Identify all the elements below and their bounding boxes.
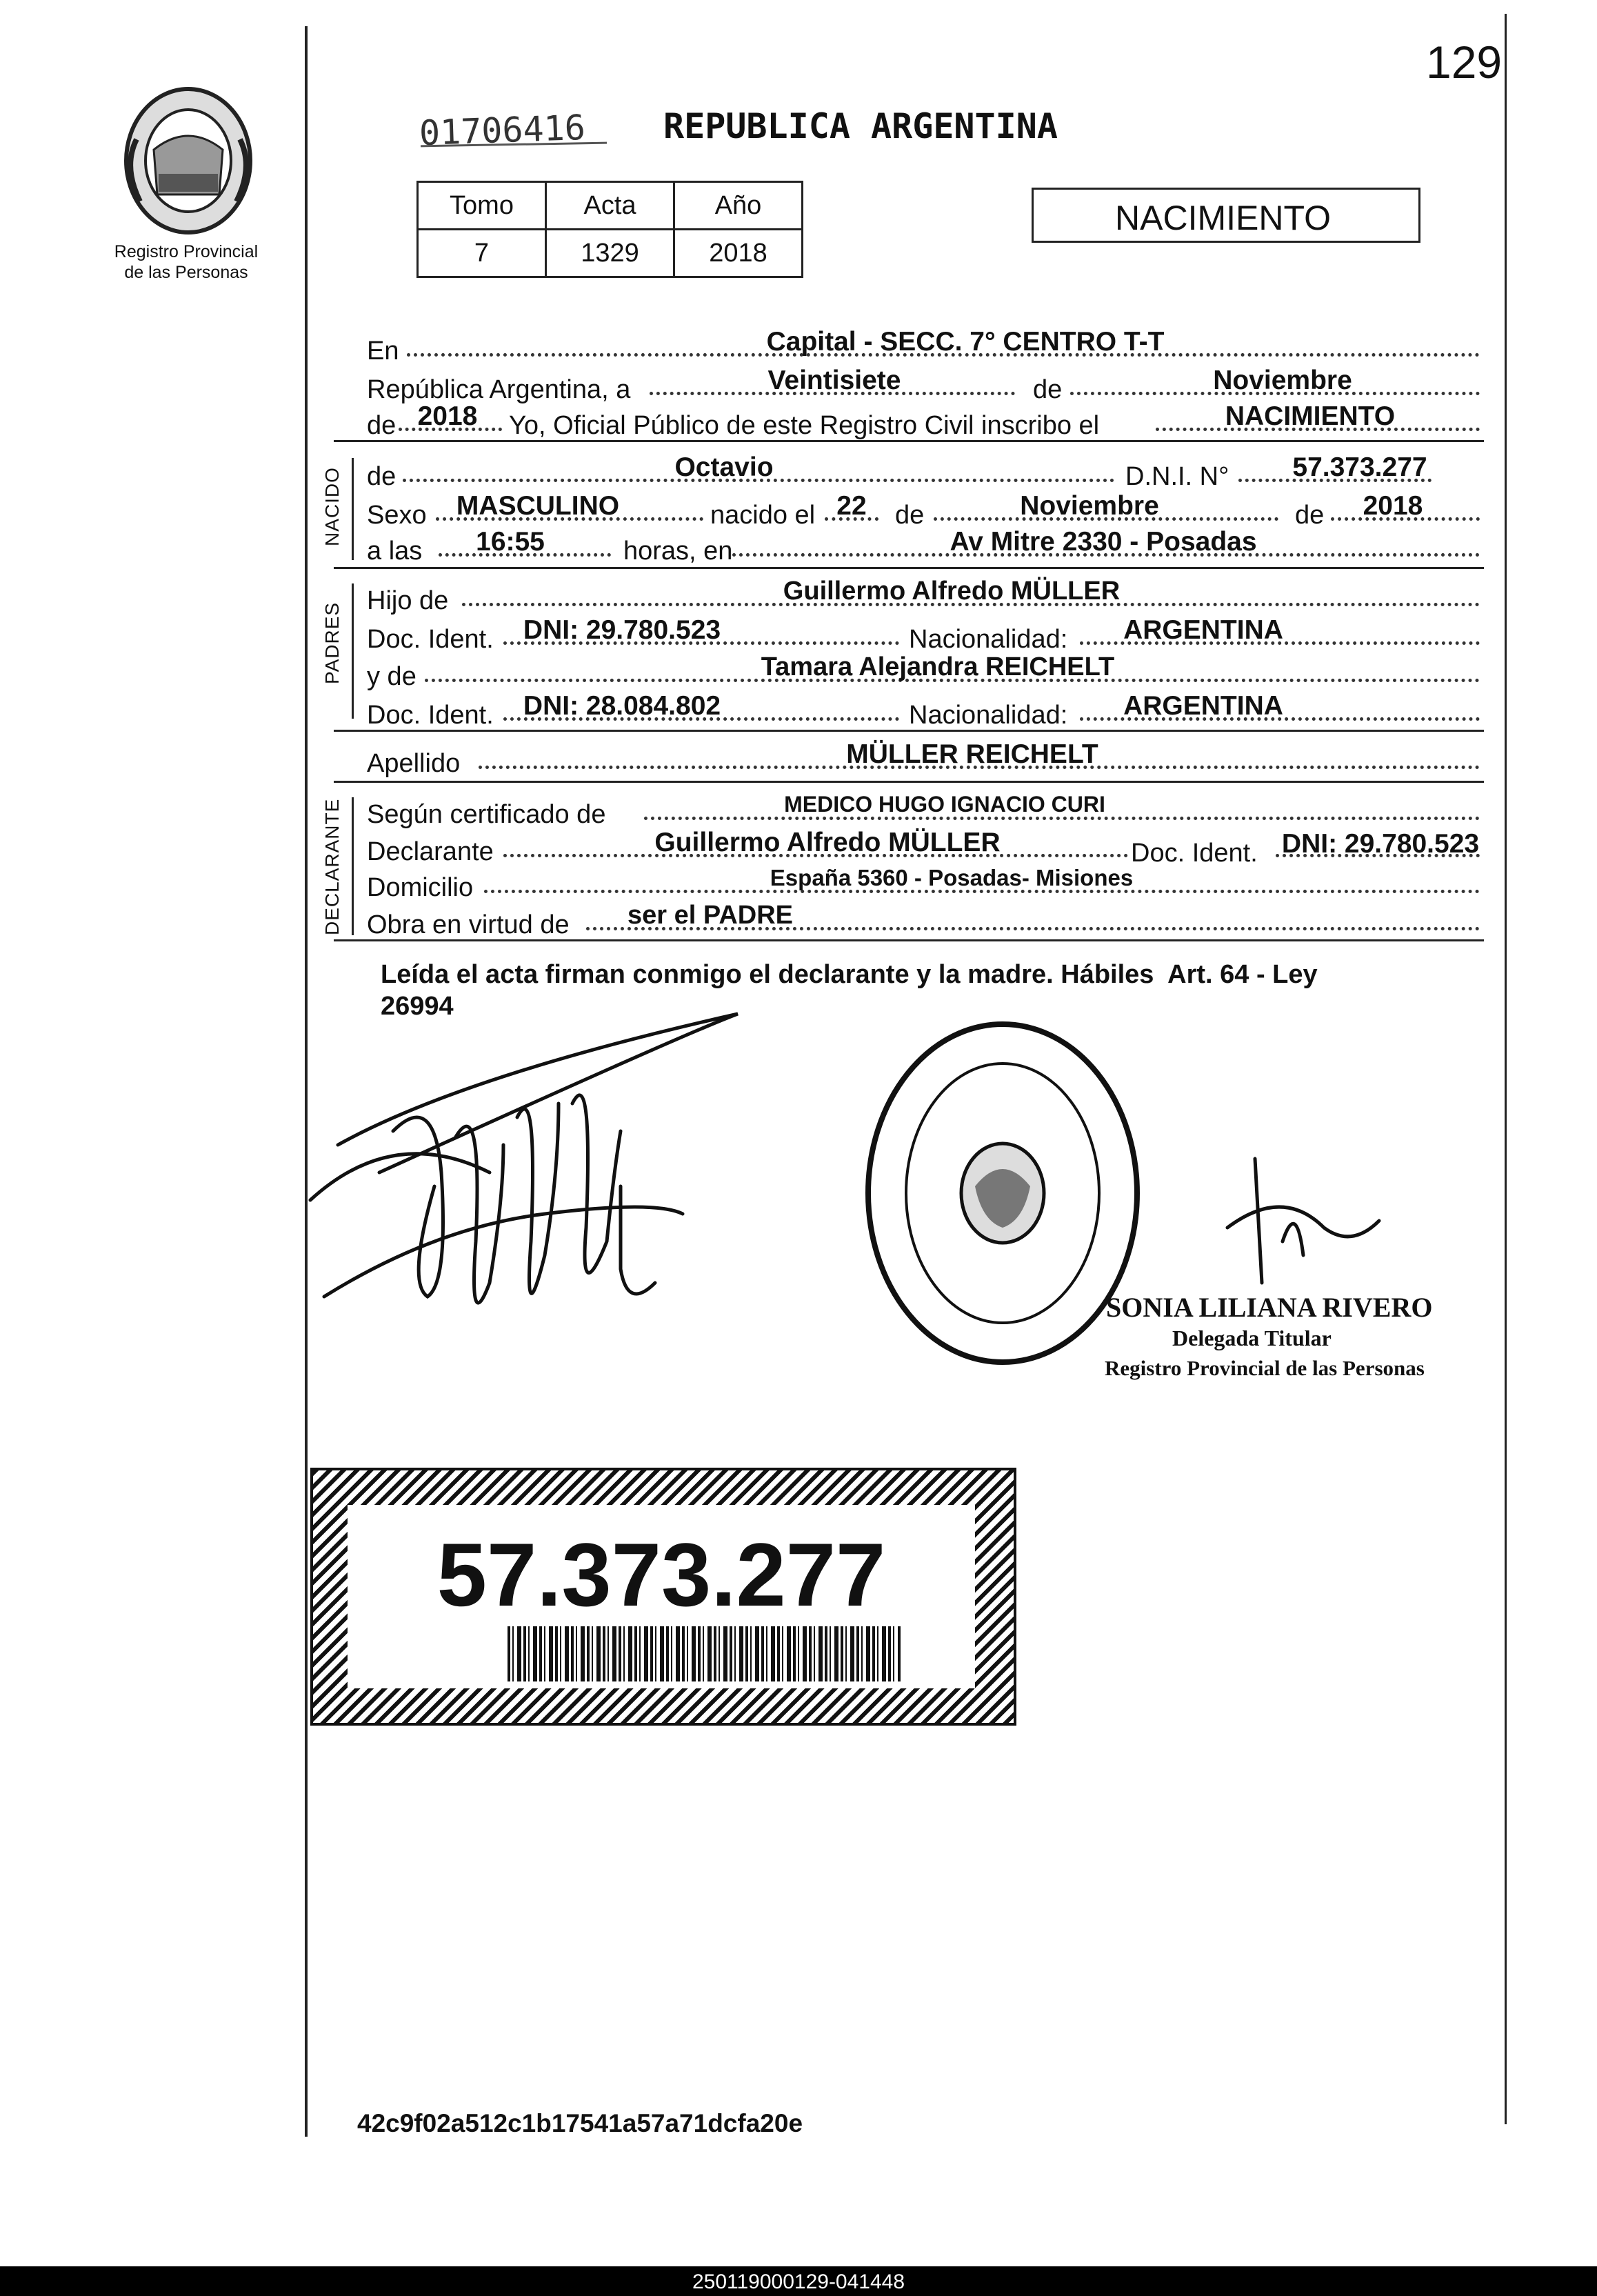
en-label: En	[367, 337, 399, 366]
nac-de2-label: de	[1295, 501, 1325, 530]
nac2-value: ARGENTINA	[1123, 691, 1283, 721]
sexo-label: Sexo	[367, 501, 427, 530]
obra-value: ser el PADRE	[627, 901, 794, 930]
footer-code: 250119000129-041448	[692, 2270, 905, 2293]
id-label-inner	[348, 1505, 975, 1688]
doc1-value: DNI: 29.780.523	[523, 615, 721, 645]
provincial-seal-logo	[116, 84, 261, 237]
mes-de-label: de	[1033, 375, 1063, 404]
nombre-label: de	[367, 462, 396, 491]
apellido-value: MÜLLER REICHELT	[846, 739, 1098, 769]
seal-org-caption: Registro Provincial de las Personas	[114, 242, 259, 282]
right-margin-rule	[1505, 14, 1507, 2124]
nac-dia-value: 22	[836, 491, 867, 521]
document-hash: 42c9f02a512c1b17541a57a71dcfa20e	[357, 2109, 803, 2137]
anio-value: 2018	[417, 401, 478, 431]
decl-label: Declarante	[367, 837, 494, 866]
republica-label: República Argentina, a	[367, 375, 631, 404]
dia-value: Veintisiete	[767, 366, 901, 395]
barcode	[508, 1626, 901, 1681]
alas-label: a las	[367, 537, 423, 566]
table-cell: 2018	[674, 230, 803, 277]
apellido-divider	[334, 781, 1484, 783]
mes-value: Noviembre	[1213, 366, 1352, 395]
dni-value: 57.373.277	[1292, 452, 1427, 482]
signer-org: Registro Provincial de las Personas	[1105, 1356, 1425, 1380]
padres-bar	[352, 583, 354, 719]
padres-divider	[334, 730, 1484, 732]
nac-mes-value: Noviembre	[1020, 491, 1159, 521]
id-label-number: 57.373.277	[436, 1524, 886, 1625]
nombre-value: Octavio	[674, 452, 774, 482]
section-declarante: DECLARANTE	[321, 798, 343, 935]
horas-label: horas, en	[623, 537, 733, 566]
section-padres: PADRES	[321, 601, 343, 684]
table-header: Año	[674, 182, 803, 230]
dni-label: D.N.I. N°	[1125, 462, 1229, 491]
apellido-label: Apellido	[367, 749, 461, 778]
table-header: Tomo	[418, 182, 546, 230]
doc2-label: Doc. Ident.	[367, 701, 494, 730]
id-label-sticker	[310, 1468, 1016, 1726]
table-cell: 1329	[546, 230, 674, 277]
footer-bar	[0, 2266, 1597, 2296]
serial-number: 01706416	[419, 107, 586, 154]
signer-name: SONIA LILIANA RIVERO	[1106, 1292, 1433, 1323]
dom-label: Domicilio	[367, 873, 474, 902]
doc2-value: DNI: 28.084.802	[523, 691, 721, 721]
page-number: 129	[1426, 37, 1503, 88]
declarante-divider	[334, 939, 1484, 941]
registrar-signature	[1186, 1145, 1393, 1297]
closing-line-2: 26994	[381, 992, 454, 1021]
cert-value: MEDICO HUGO IGNACIO CURI	[784, 792, 1105, 817]
table-header: Acta	[546, 182, 674, 230]
decl-doc-label: Doc. Ident.	[1131, 839, 1258, 868]
nacido-bar	[352, 458, 354, 560]
decl-value: Guillermo Alfredo MÜLLER	[654, 828, 1001, 857]
acta-table	[416, 181, 803, 278]
nac2-label: Nacionalidad:	[909, 701, 1068, 730]
nac-anio-value: 2018	[1363, 491, 1423, 521]
oficial-text: Yo, Oficial Público de este Registro Civil inscribo el	[509, 411, 1100, 440]
section-nacido: NACIDO	[321, 467, 343, 546]
closing-line-1: Leída el acta firman conmigo el declarante y la madre. Hábiles Art. 64 - Ley	[381, 960, 1318, 989]
official-stamp	[858, 1014, 1147, 1372]
nacido-el-label: nacido el	[710, 501, 816, 530]
decl-doc-value: DNI: 29.780.523	[1281, 829, 1480, 859]
country-title: REPUBLICA ARGENTINA	[663, 106, 1058, 146]
padre-value: Guillermo Alfredo MÜLLER	[783, 577, 1121, 606]
declarant-signature	[297, 993, 793, 1407]
nac-de-label: de	[895, 501, 925, 530]
hijo-label: Hijo de	[367, 586, 449, 615]
en-value: Capital - SECC. 7° CENTRO T-T	[766, 327, 1165, 357]
cert-label: Según certificado de	[367, 800, 606, 829]
nac1-value: ARGENTINA	[1123, 615, 1283, 645]
anio-de-label: de	[367, 411, 396, 440]
yde-label: y de	[367, 662, 416, 691]
doc1-label: Doc. Ident.	[367, 625, 494, 654]
obra-label: Obra en virtud de	[367, 910, 570, 939]
declarante-bar	[352, 797, 354, 935]
record-type-box	[1032, 188, 1420, 243]
inscribe-value: NACIMIENTO	[1225, 401, 1396, 431]
nac1-label: Nacionalidad:	[909, 625, 1068, 654]
table-cell: 7	[418, 230, 546, 277]
header-divider	[334, 440, 1484, 442]
madre-value: Tamara Alejandra REICHELT	[761, 652, 1115, 681]
signer-role: Delegada Titular	[1172, 1326, 1332, 1350]
cert-dots	[644, 817, 1480, 820]
dom-value: España 5360 - Posadas- Misiones	[770, 865, 1134, 890]
hora-value: 16:55	[476, 527, 545, 557]
lugar-value: Av Mitre 2330 - Posadas	[950, 527, 1257, 557]
record-type: NACIMIENTO	[1115, 199, 1331, 237]
sexo-value: MASCULINO	[456, 491, 620, 521]
nacido-divider	[334, 567, 1484, 569]
